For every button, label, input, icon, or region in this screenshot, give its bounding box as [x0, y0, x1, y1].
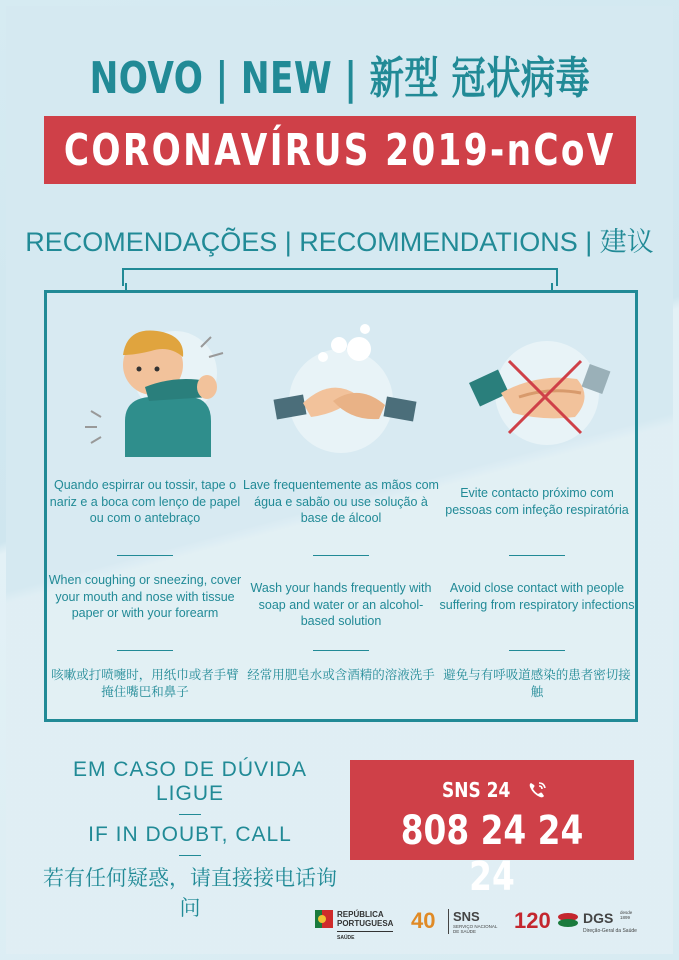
- republica-logo: REPÚBLICA PORTUGUESA SAÚDE: [337, 910, 394, 941]
- hotline-box: [350, 760, 634, 900]
- handwash-text-pt: Lave frequentemente as mãos com água e sabão ou use solução à base de álcool: [243, 478, 439, 525]
- heading-bracket: [122, 268, 558, 286]
- sneeze-separator-2: [117, 650, 173, 651]
- hotline-service: [350, 778, 634, 802]
- sneeze-text-pt: Quando espirrar ou tossir, tape o nariz e a boca com lenço de papel ou com o antebraço: [49, 478, 241, 525]
- contact-text-en: IF IN DOUBT, CALL: [88, 823, 292, 846]
- panel-tick-left: [125, 283, 127, 293]
- footer-logos: [0, 906, 679, 946]
- hand-washing-icon: [261, 317, 421, 457]
- contact-separator-1: [179, 814, 201, 815]
- handwash-text-zh: 经常用肥皂水或含酒精的溶液洗手: [247, 668, 435, 682]
- dgs-since: desde 1899: [620, 910, 633, 920]
- hotline-number: 808 24 24 24: [400, 808, 584, 900]
- avoid-separator-2: [509, 650, 565, 651]
- avoid-text-pt: Evite contacto próximo com pessoas com infeção respiratória: [445, 486, 629, 517]
- banner: [44, 116, 636, 184]
- avoid-text-en: Avoid close contact with people suffering from respiratory infections: [439, 581, 635, 612]
- sneeze-text-en: When coughing or sneezing, cover your mouth and nose with tissue paper or with your forearm: [48, 573, 242, 620]
- sneeze-text-zh: 咳嗽或打喷嚏时，用纸巾或者手臂掩住嘴巴和鼻子: [51, 668, 239, 699]
- contact-text-zh: 若有任何疑惑，请直接接电话询问: [43, 867, 337, 920]
- no-handshake-icon: [457, 317, 617, 457]
- dgs-subtitle: Direção-Geral da Saúde: [583, 928, 637, 934]
- contact-separator-2: [179, 855, 201, 856]
- recommendations-heading: RECOMENDAÇÕES | RECOMMENDATIONS | 建议: [25, 227, 654, 257]
- sns-logo: SNS SERVIÇO NACIONAL DE SAÚDE: [448, 909, 501, 934]
- contact-text-pt: EM CASO DE DÚVIDA LIGUE: [72, 758, 308, 805]
- handwash-separator-2: [313, 650, 369, 651]
- recommendations-panel: [44, 290, 638, 722]
- sneeze-into-elbow-icon: [65, 317, 225, 457]
- recommendation-avoid-contact: [439, 293, 635, 719]
- dgs-emblem-icon: [557, 912, 579, 928]
- dgs-logo: DGS: [583, 910, 614, 926]
- phone-icon: [528, 781, 548, 799]
- sns-40-logo: 40: [411, 908, 436, 933]
- recommendation-handwash: [243, 293, 439, 719]
- banner-text: CORONAVÍRUS 2019-nCoV: [64, 124, 616, 176]
- sneeze-separator-1: [117, 555, 173, 556]
- handwash-separator-1: [313, 555, 369, 556]
- poster-title: NOVO | NEW | 新型 冠状病毒: [89, 53, 590, 104]
- avoid-separator-1: [509, 555, 565, 556]
- recommendation-sneeze: [47, 293, 243, 719]
- contact-text: [40, 758, 340, 922]
- dgs-120-logo: 120: [514, 908, 551, 933]
- handwash-text-en: Wash your hands frequently with soap and water or an alcohol-based solution: [250, 581, 432, 628]
- hotline-service-label: SNS 24: [442, 778, 511, 802]
- panel-tick-right: [551, 283, 553, 293]
- avoid-text-zh: 避免与有呼吸道感染的患者密切接触: [443, 668, 631, 699]
- republica-emblem-icon: [315, 910, 333, 928]
